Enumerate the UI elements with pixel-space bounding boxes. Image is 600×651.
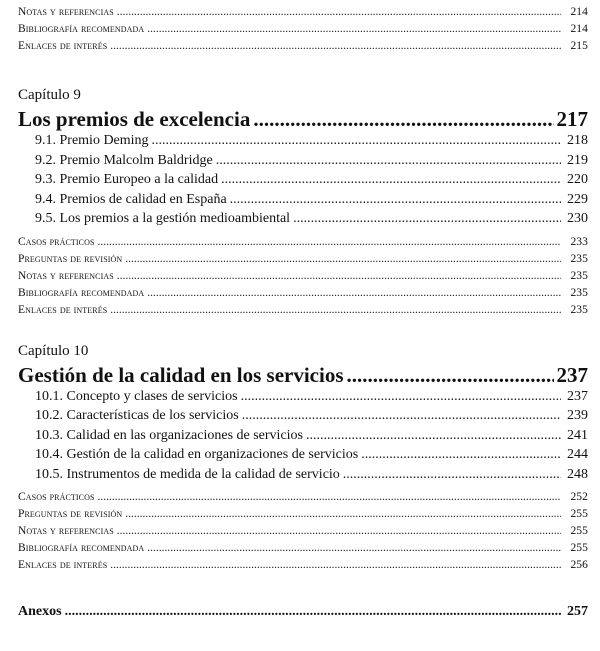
- leader-dots: [361, 447, 561, 463]
- leader-dots: [125, 253, 561, 265]
- toc-entry-page: 215: [570, 40, 588, 52]
- section-entry: [18, 447, 588, 467]
- section-entry: [18, 467, 588, 487]
- leader-dots: [221, 172, 561, 188]
- section-entry: [18, 389, 588, 409]
- section-page: 218: [567, 133, 588, 148]
- toc-entry-page: 233: [570, 235, 588, 248]
- leader-dots: [347, 363, 554, 388]
- toc-entry: [18, 304, 588, 321]
- leader-dots: [147, 287, 561, 299]
- toc-entry: [18, 253, 588, 270]
- section-page: 239: [567, 408, 588, 423]
- toc-entry-title: Enlaces de interés: [18, 303, 108, 316]
- chapter-sections: [18, 389, 588, 487]
- section-title: 10.3. Calidad en las organizaciones de servicios: [35, 427, 303, 443]
- leader-dots: [117, 270, 561, 282]
- chapter-10: [18, 343, 588, 577]
- toc-entry-page: 214: [570, 6, 588, 18]
- annex-entry: [18, 604, 588, 624]
- toc-entry-title: Enlaces de interés: [18, 559, 108, 571]
- toc-entry-page: 256: [570, 559, 588, 571]
- section-title: 10.5. Instrumentos de medida de la calidad de servicio: [35, 466, 340, 482]
- toc-entry-title: Casos prácticos: [18, 491, 95, 503]
- toc-entry-title: Bibliografía recomendada: [18, 286, 145, 299]
- section-entry: [18, 211, 588, 231]
- section-title: 9.5. Los premios a la gestión medioambiental: [35, 211, 291, 226]
- toc-entry: [18, 236, 588, 253]
- section-title: 9.1. Premio Deming: [35, 133, 149, 148]
- toc-entry: [18, 40, 588, 57]
- section-page: 230: [567, 211, 588, 226]
- toc-entry: [18, 525, 588, 542]
- toc-entry: [18, 23, 588, 40]
- section-title: 10.1. Concepto y clases de servicios: [35, 388, 238, 404]
- section-page: 220: [567, 172, 588, 187]
- toc-entry-title: Preguntas de revisión: [18, 508, 123, 520]
- toc-entry-page: 214: [570, 23, 588, 35]
- chapter-label: Capítulo 9: [18, 87, 81, 103]
- chapter-page: 237: [556, 362, 588, 387]
- toc-entry-page: 235: [570, 269, 588, 282]
- table-of-contents: [18, 0, 588, 624]
- toc-entry: [18, 508, 588, 525]
- leader-dots: [110, 559, 561, 571]
- section-entry: [18, 192, 588, 212]
- section-entry: [18, 153, 588, 173]
- leader-dots: [293, 211, 561, 227]
- toc-entry-title: Notas y referencias: [18, 6, 114, 18]
- section-entry: [18, 428, 588, 448]
- section-title: 9.2. Premio Malcolm Baldridge: [35, 152, 213, 168]
- section-page: 219: [567, 152, 588, 168]
- toc-entry-title: Casos prácticos: [18, 235, 95, 248]
- toc-entry-page: 235: [570, 252, 588, 265]
- leader-dots: [216, 153, 561, 169]
- leader-dots: [110, 304, 561, 316]
- chapter-label: Capítulo 10: [18, 342, 89, 359]
- chapter-page: 217: [556, 107, 588, 131]
- toc-entry-page: 255: [570, 508, 588, 520]
- chapter-9: [18, 87, 588, 321]
- leader-dots: [152, 133, 561, 149]
- toc-entry: [18, 287, 588, 304]
- section-entry: [18, 172, 588, 192]
- toc-entry-title: Preguntas de revisión: [18, 252, 123, 265]
- leader-dots: [117, 525, 561, 537]
- section-page: 229: [567, 191, 588, 207]
- toc-entry: [18, 270, 588, 287]
- leader-dots: [253, 107, 553, 132]
- section-page: 237: [567, 388, 588, 404]
- toc-entry-page: 235: [570, 286, 588, 299]
- leader-dots: [147, 23, 561, 35]
- toc-entry-page: 255: [570, 525, 588, 537]
- section-entry: [18, 408, 588, 428]
- leader-dots: [125, 508, 561, 520]
- leader-dots: [98, 236, 561, 248]
- chapter-title-row: [18, 107, 588, 133]
- section-page: 248: [567, 466, 588, 482]
- leader-dots: [147, 542, 561, 554]
- toc-entry-page: 235: [570, 303, 588, 316]
- chapter-title: Los premios de excelencia: [18, 107, 251, 131]
- section-entry: [18, 133, 588, 153]
- toc-entry-title: Notas y referencias: [18, 525, 114, 537]
- annex-title: Anexos: [18, 604, 62, 619]
- chapter-sections: [18, 133, 588, 231]
- toc-entry: [18, 542, 588, 559]
- leader-dots: [343, 467, 561, 483]
- toc-entry: [18, 559, 588, 576]
- chapter-title: Gestión de la calidad en los servicios: [18, 362, 344, 387]
- leader-dots: [98, 491, 561, 503]
- section-page: 241: [567, 427, 588, 443]
- annex-page: 257: [567, 604, 588, 619]
- leader-dots: [65, 604, 561, 620]
- section-title: 10.2. Características de los servicios: [35, 408, 239, 423]
- leader-dots: [242, 408, 561, 424]
- previous-chapter-extras: [18, 0, 588, 57]
- toc-entry-title: Enlaces de interés: [18, 40, 108, 52]
- toc-entry-title: Bibliografía recomendada: [18, 542, 145, 554]
- leader-dots: [110, 40, 561, 52]
- toc-entry: [18, 491, 588, 508]
- toc-entry-page: 252: [570, 491, 588, 503]
- leader-dots: [241, 389, 561, 405]
- section-page: 244: [567, 447, 588, 462]
- leader-dots: [306, 428, 561, 444]
- chapter-title-row: [18, 363, 588, 389]
- leader-dots: [117, 6, 561, 18]
- chapter-extras: [18, 236, 588, 321]
- section-title: 9.3. Premio Europeo a la calidad: [35, 172, 219, 187]
- toc-entry-title: Notas y referencias: [18, 269, 114, 282]
- leader-dots: [230, 192, 561, 208]
- toc-entry: [18, 6, 588, 23]
- chapter-extras: [18, 491, 588, 576]
- section-title: 9.4. Premios de calidad en España: [35, 191, 227, 207]
- toc-entry-title: Bibliografía recomendada: [18, 23, 145, 35]
- toc-entry-page: 255: [570, 542, 588, 554]
- section-title: 10.4. Gestión de la calidad en organizaciones de servicios: [35, 447, 359, 462]
